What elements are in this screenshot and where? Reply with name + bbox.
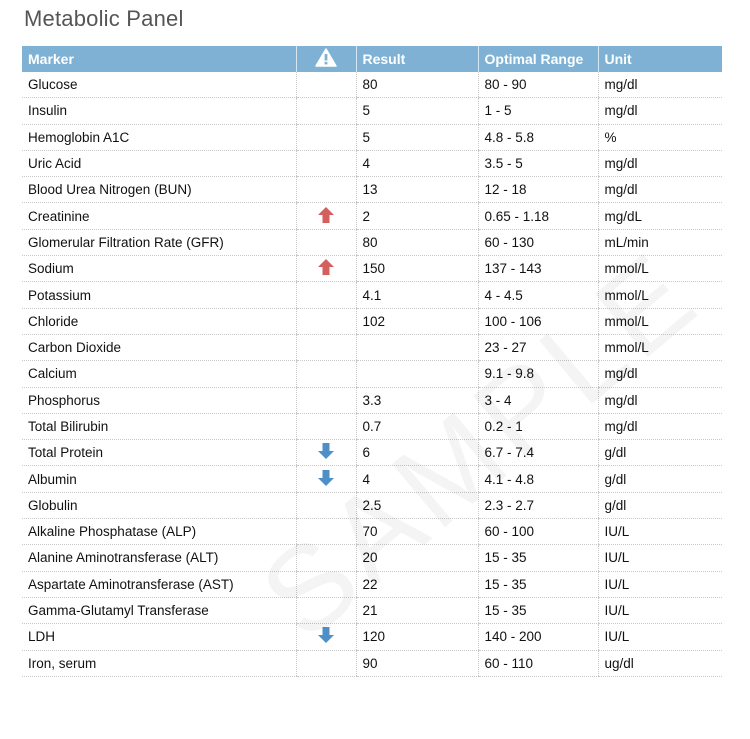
marker-cell: Aspartate Aminotransferase (AST) (22, 571, 296, 597)
marker-cell: Calcium (22, 361, 296, 387)
marker-cell: Iron, serum (22, 650, 296, 676)
optimal-range-cell: 4.1 - 4.8 (478, 466, 598, 492)
unit-cell: mg/dl (598, 72, 722, 98)
flag-cell (296, 334, 356, 360)
marker-cell: Chloride (22, 308, 296, 334)
optimal-range-cell: 80 - 90 (478, 72, 598, 98)
flag-cell (296, 177, 356, 203)
page-title: Metabolic Panel (24, 6, 184, 31)
marker-cell: Blood Urea Nitrogen (BUN) (22, 177, 296, 203)
marker-cell: Potassium (22, 282, 296, 308)
result-cell: 22 (356, 571, 478, 597)
marker-cell: Alanine Aminotransferase (ALT) (22, 545, 296, 571)
unit-cell: g/dl (598, 492, 722, 518)
table-row (22, 72, 722, 98)
table-row (22, 229, 722, 255)
result-cell: 4 (356, 150, 478, 176)
result-cell: 20 (356, 545, 478, 571)
header-marker: Marker (22, 46, 296, 72)
unit-cell: g/dl (598, 440, 722, 466)
flag-cell (296, 282, 356, 308)
flag-cell (296, 624, 356, 650)
optimal-range-cell: 6.7 - 7.4 (478, 440, 598, 466)
optimal-range-cell: 3.5 - 5 (478, 150, 598, 176)
optimal-range-cell: 2.3 - 2.7 (478, 492, 598, 518)
result-cell: 4 (356, 466, 478, 492)
marker-cell: Globulin (22, 492, 296, 518)
table-row (22, 387, 722, 413)
table-row (22, 98, 722, 124)
table-row (22, 256, 722, 282)
table-row (22, 650, 722, 676)
arrow-up-icon (317, 206, 335, 227)
marker-cell: Albumin (22, 466, 296, 492)
table-row (22, 282, 722, 308)
marker-cell: Phosphorus (22, 387, 296, 413)
table-row (22, 413, 722, 439)
table-row (22, 361, 722, 387)
result-cell: 5 (356, 98, 478, 124)
table-row (22, 624, 722, 650)
marker-cell: Hemoglobin A1C (22, 124, 296, 150)
arrow-down-icon (317, 442, 335, 463)
result-cell: 0.7 (356, 413, 478, 439)
marker-cell: LDH (22, 624, 296, 650)
optimal-range-cell: 9.1 - 9.8 (478, 361, 598, 387)
table-row (22, 150, 722, 176)
optimal-range-cell: 60 - 100 (478, 519, 598, 545)
result-cell: 3.3 (356, 387, 478, 413)
optimal-range-cell: 4.8 - 5.8 (478, 124, 598, 150)
optimal-range-cell: 137 - 143 (478, 256, 598, 282)
table-row (22, 519, 722, 545)
arrow-down-icon (317, 469, 335, 490)
table-row (22, 571, 722, 597)
table-row (22, 124, 722, 150)
marker-cell: Glomerular Filtration Rate (GFR) (22, 229, 296, 255)
unit-cell: mL/min (598, 229, 722, 255)
flag-cell (296, 150, 356, 176)
flag-cell (296, 203, 356, 229)
flag-cell (296, 413, 356, 439)
result-cell: 80 (356, 72, 478, 98)
flag-cell (296, 650, 356, 676)
unit-cell: % (598, 124, 722, 150)
flag-cell (296, 124, 356, 150)
optimal-range-cell: 23 - 27 (478, 334, 598, 360)
marker-cell: Glucose (22, 72, 296, 98)
marker-cell: Insulin (22, 98, 296, 124)
optimal-range-cell: 0.65 - 1.18 (478, 203, 598, 229)
result-cell: 102 (356, 308, 478, 334)
unit-cell: mg/dL (598, 203, 722, 229)
flag-cell (296, 387, 356, 413)
table-row (22, 203, 722, 229)
result-cell: 5 (356, 124, 478, 150)
marker-cell: Creatinine (22, 203, 296, 229)
marker-cell: Alkaline Phosphatase (ALP) (22, 519, 296, 545)
table-row (22, 177, 722, 203)
optimal-range-cell: 0.2 - 1 (478, 413, 598, 439)
optimal-range-cell: 100 - 106 (478, 308, 598, 334)
unit-cell: IU/L (598, 519, 722, 545)
optimal-range-cell: 15 - 35 (478, 597, 598, 623)
marker-cell: Gamma-Glutamyl Transferase (22, 597, 296, 623)
unit-cell: mg/dl (598, 387, 722, 413)
table-row (22, 334, 722, 360)
result-cell: 80 (356, 229, 478, 255)
optimal-range-cell: 15 - 35 (478, 571, 598, 597)
flag-cell (296, 361, 356, 387)
flag-cell (296, 72, 356, 98)
table-row (22, 545, 722, 571)
flag-cell (296, 256, 356, 282)
marker-cell: Sodium (22, 256, 296, 282)
flag-cell (296, 466, 356, 492)
flag-cell (296, 98, 356, 124)
optimal-range-cell: 60 - 130 (478, 229, 598, 255)
optimal-range-cell: 140 - 200 (478, 624, 598, 650)
arrow-down-icon (317, 626, 335, 647)
table-row (22, 440, 722, 466)
table-row (22, 466, 722, 492)
optimal-range-cell: 3 - 4 (478, 387, 598, 413)
result-cell: 2.5 (356, 492, 478, 518)
flag-cell (296, 492, 356, 518)
header-result: Result (356, 46, 478, 72)
result-cell: 70 (356, 519, 478, 545)
result-cell (356, 361, 478, 387)
unit-cell: mg/dl (598, 361, 722, 387)
metabolic-panel-table (22, 46, 722, 677)
result-cell: 21 (356, 597, 478, 623)
unit-cell: ug/dl (598, 650, 722, 676)
optimal-range-cell: 12 - 18 (478, 177, 598, 203)
header-optimal-range: Optimal Range (478, 46, 598, 72)
unit-cell: IU/L (598, 597, 722, 623)
table-row (22, 308, 722, 334)
result-cell: 6 (356, 440, 478, 466)
optimal-range-cell: 15 - 35 (478, 545, 598, 571)
flag-cell (296, 308, 356, 334)
flag-cell (296, 440, 356, 466)
flag-cell (296, 571, 356, 597)
header-flag (296, 46, 356, 72)
result-cell: 13 (356, 177, 478, 203)
optimal-range-cell: 60 - 110 (478, 650, 598, 676)
result-cell: 4.1 (356, 282, 478, 308)
marker-cell: Carbon Dioxide (22, 334, 296, 360)
table-row (22, 597, 722, 623)
unit-cell: mg/dl (598, 150, 722, 176)
unit-cell: mmol/L (598, 282, 722, 308)
result-cell: 90 (356, 650, 478, 676)
result-cell (356, 334, 478, 360)
header-unit: Unit (598, 46, 722, 72)
flag-cell (296, 519, 356, 545)
marker-cell: Total Protein (22, 440, 296, 466)
marker-cell: Total Bilirubin (22, 413, 296, 439)
table-header-row (22, 46, 722, 72)
optimal-range-cell: 4 - 4.5 (478, 282, 598, 308)
unit-cell: mmol/L (598, 308, 722, 334)
unit-cell: mmol/L (598, 334, 722, 360)
marker-cell: Uric Acid (22, 150, 296, 176)
result-cell: 150 (356, 256, 478, 282)
unit-cell: IU/L (598, 545, 722, 571)
unit-cell: g/dl (598, 466, 722, 492)
result-cell: 2 (356, 203, 478, 229)
warning-icon (315, 48, 337, 70)
flag-cell (296, 229, 356, 255)
flag-cell (296, 597, 356, 623)
unit-cell: mg/dl (598, 177, 722, 203)
optimal-range-cell: 1 - 5 (478, 98, 598, 124)
table-row (22, 492, 722, 518)
unit-cell: mg/dl (598, 98, 722, 124)
unit-cell: mg/dl (598, 413, 722, 439)
unit-cell: IU/L (598, 571, 722, 597)
flag-cell (296, 545, 356, 571)
unit-cell: IU/L (598, 624, 722, 650)
arrow-up-icon (317, 258, 335, 279)
unit-cell: mmol/L (598, 256, 722, 282)
result-cell: 120 (356, 624, 478, 650)
